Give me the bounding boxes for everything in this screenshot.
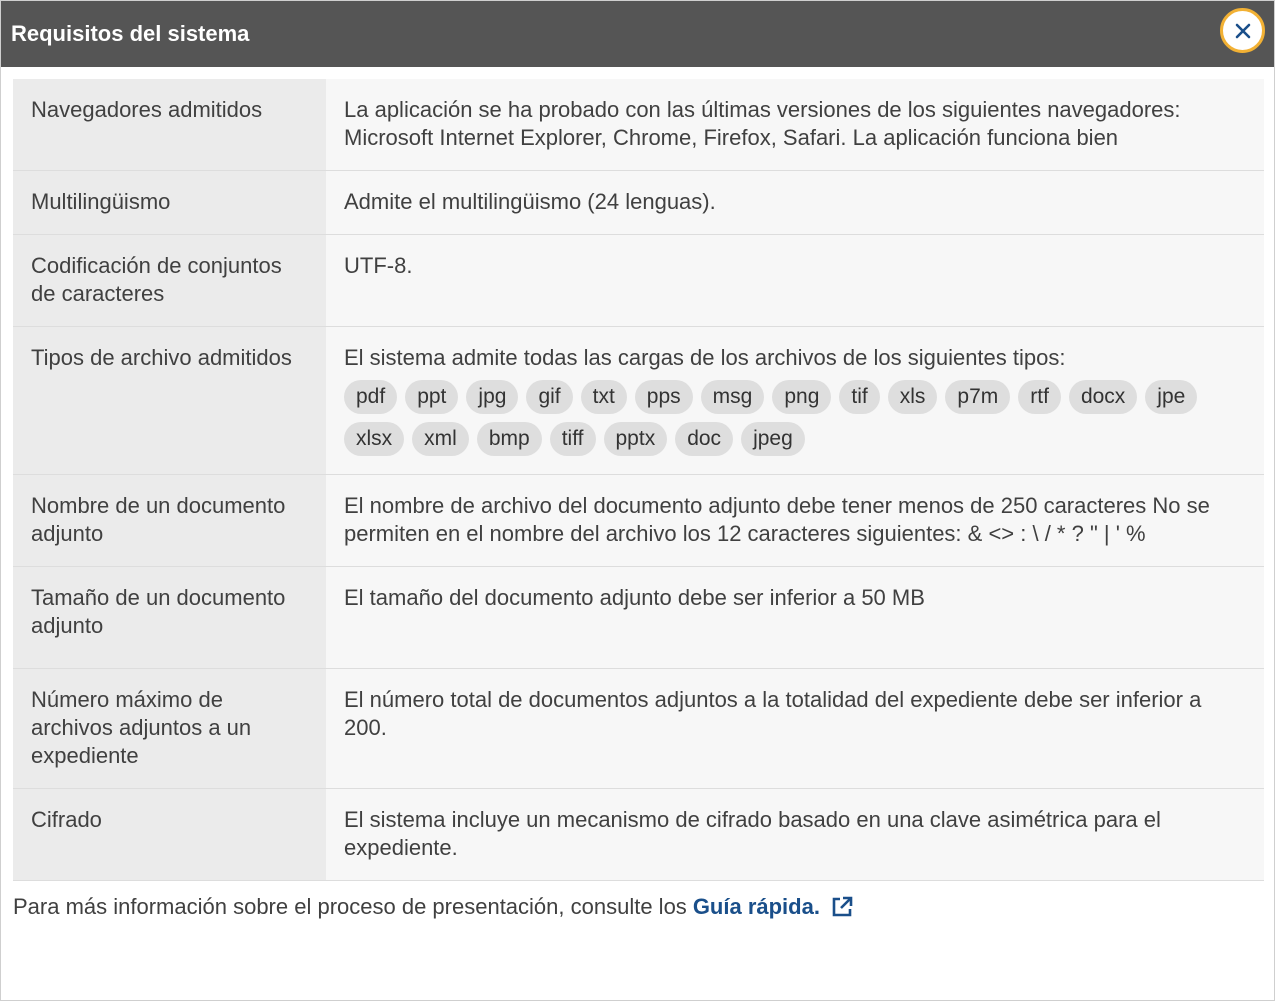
close-icon — [1234, 22, 1252, 40]
row-label: Multilingüismo — [13, 171, 326, 235]
file-type-tag: pdf — [344, 380, 397, 414]
row-label: Navegadores admitidos — [13, 79, 326, 171]
file-type-tag: xml — [412, 422, 469, 456]
file-type-tag: xlsx — [344, 422, 404, 456]
table-row — [13, 235, 1264, 327]
file-type-tag: png — [772, 380, 831, 414]
file-type-tag: rtf — [1018, 380, 1061, 414]
file-type-tag: tiff — [550, 422, 596, 456]
file-type-tag: ppt — [405, 380, 458, 414]
file-type-tag: jpeg — [741, 422, 805, 456]
dialog-content — [1, 67, 1274, 920]
file-type-tag: gif — [526, 380, 572, 414]
close-button[interactable] — [1220, 8, 1265, 53]
dialog-titlebar — [1, 1, 1274, 67]
file-type-tag: jpg — [466, 380, 518, 414]
row-label: Nombre de un documento adjunto — [13, 475, 326, 567]
file-type-tag: docx — [1069, 380, 1137, 414]
row-label: Tipos de archivo admitidos — [13, 327, 326, 475]
file-type-tag: bmp — [477, 422, 542, 456]
external-link-icon — [830, 895, 854, 919]
footer-text: Para más información sobre el proceso de presentación, consulte los — [13, 894, 687, 919]
row-value: Admite el multilingüismo (24 lenguas). — [326, 171, 1264, 235]
table-row — [13, 669, 1264, 789]
footer-note — [13, 881, 1262, 920]
row-value: El nombre de archivo del documento adjunto debe tener menos de 250 caracteres No se permiten en el nombre del archivo los 12 caracteres siguientes: & <> : \ / * ? " | ' % — [326, 475, 1264, 567]
row-label: Tamaño de un documento adjunto — [13, 567, 326, 669]
row-value: El tamaño del documento adjunto debe ser inferior a 50 MB — [326, 567, 1264, 669]
quick-guide-link[interactable] — [693, 894, 854, 920]
file-type-tag: doc — [675, 422, 733, 456]
file-types-intro: El sistema admite todas las cargas de los archivos de los siguientes tipos: — [344, 345, 1066, 370]
table-row — [13, 567, 1264, 669]
table-row — [13, 475, 1264, 567]
file-type-tags — [344, 380, 1244, 456]
file-type-tag: jpe — [1145, 380, 1197, 414]
dialog-title: Requisitos del sistema — [11, 21, 250, 46]
row-label: Número máximo de archivos adjuntos a un expediente — [13, 669, 326, 789]
file-type-tag: tif — [839, 380, 879, 414]
table-row — [13, 79, 1264, 171]
file-type-tag: p7m — [945, 380, 1010, 414]
row-value: El número total de documentos adjuntos a la totalidad del expediente debe ser inferior a 200. — [326, 669, 1264, 789]
table-row — [13, 789, 1264, 881]
row-label: Codificación de conjuntos de caracteres — [13, 235, 326, 327]
row-value: El sistema incluye un mecanismo de cifrado basado en una clave asimétrica para el expediente. — [326, 789, 1264, 881]
requirements-table — [13, 79, 1264, 881]
file-type-tag: msg — [701, 380, 765, 414]
row-value: UTF-8. — [326, 235, 1264, 327]
table-row — [13, 327, 1264, 475]
row-value: La aplicación se ha probado con las últimas versiones de los siguientes navegadores: Microsoft Internet Explorer, Chrome, Firefox, Safari. La aplicación funciona bien — [326, 79, 1264, 171]
file-type-tag: xls — [888, 380, 938, 414]
file-type-tag: txt — [581, 380, 627, 414]
quick-guide-link-label: Guía rápida. — [692, 894, 820, 919]
file-type-tag: pptx — [604, 422, 668, 456]
row-label: Cifrado — [13, 789, 326, 881]
table-row — [13, 171, 1264, 235]
file-type-tag: pps — [635, 380, 693, 414]
row-value-file-types — [326, 327, 1264, 475]
